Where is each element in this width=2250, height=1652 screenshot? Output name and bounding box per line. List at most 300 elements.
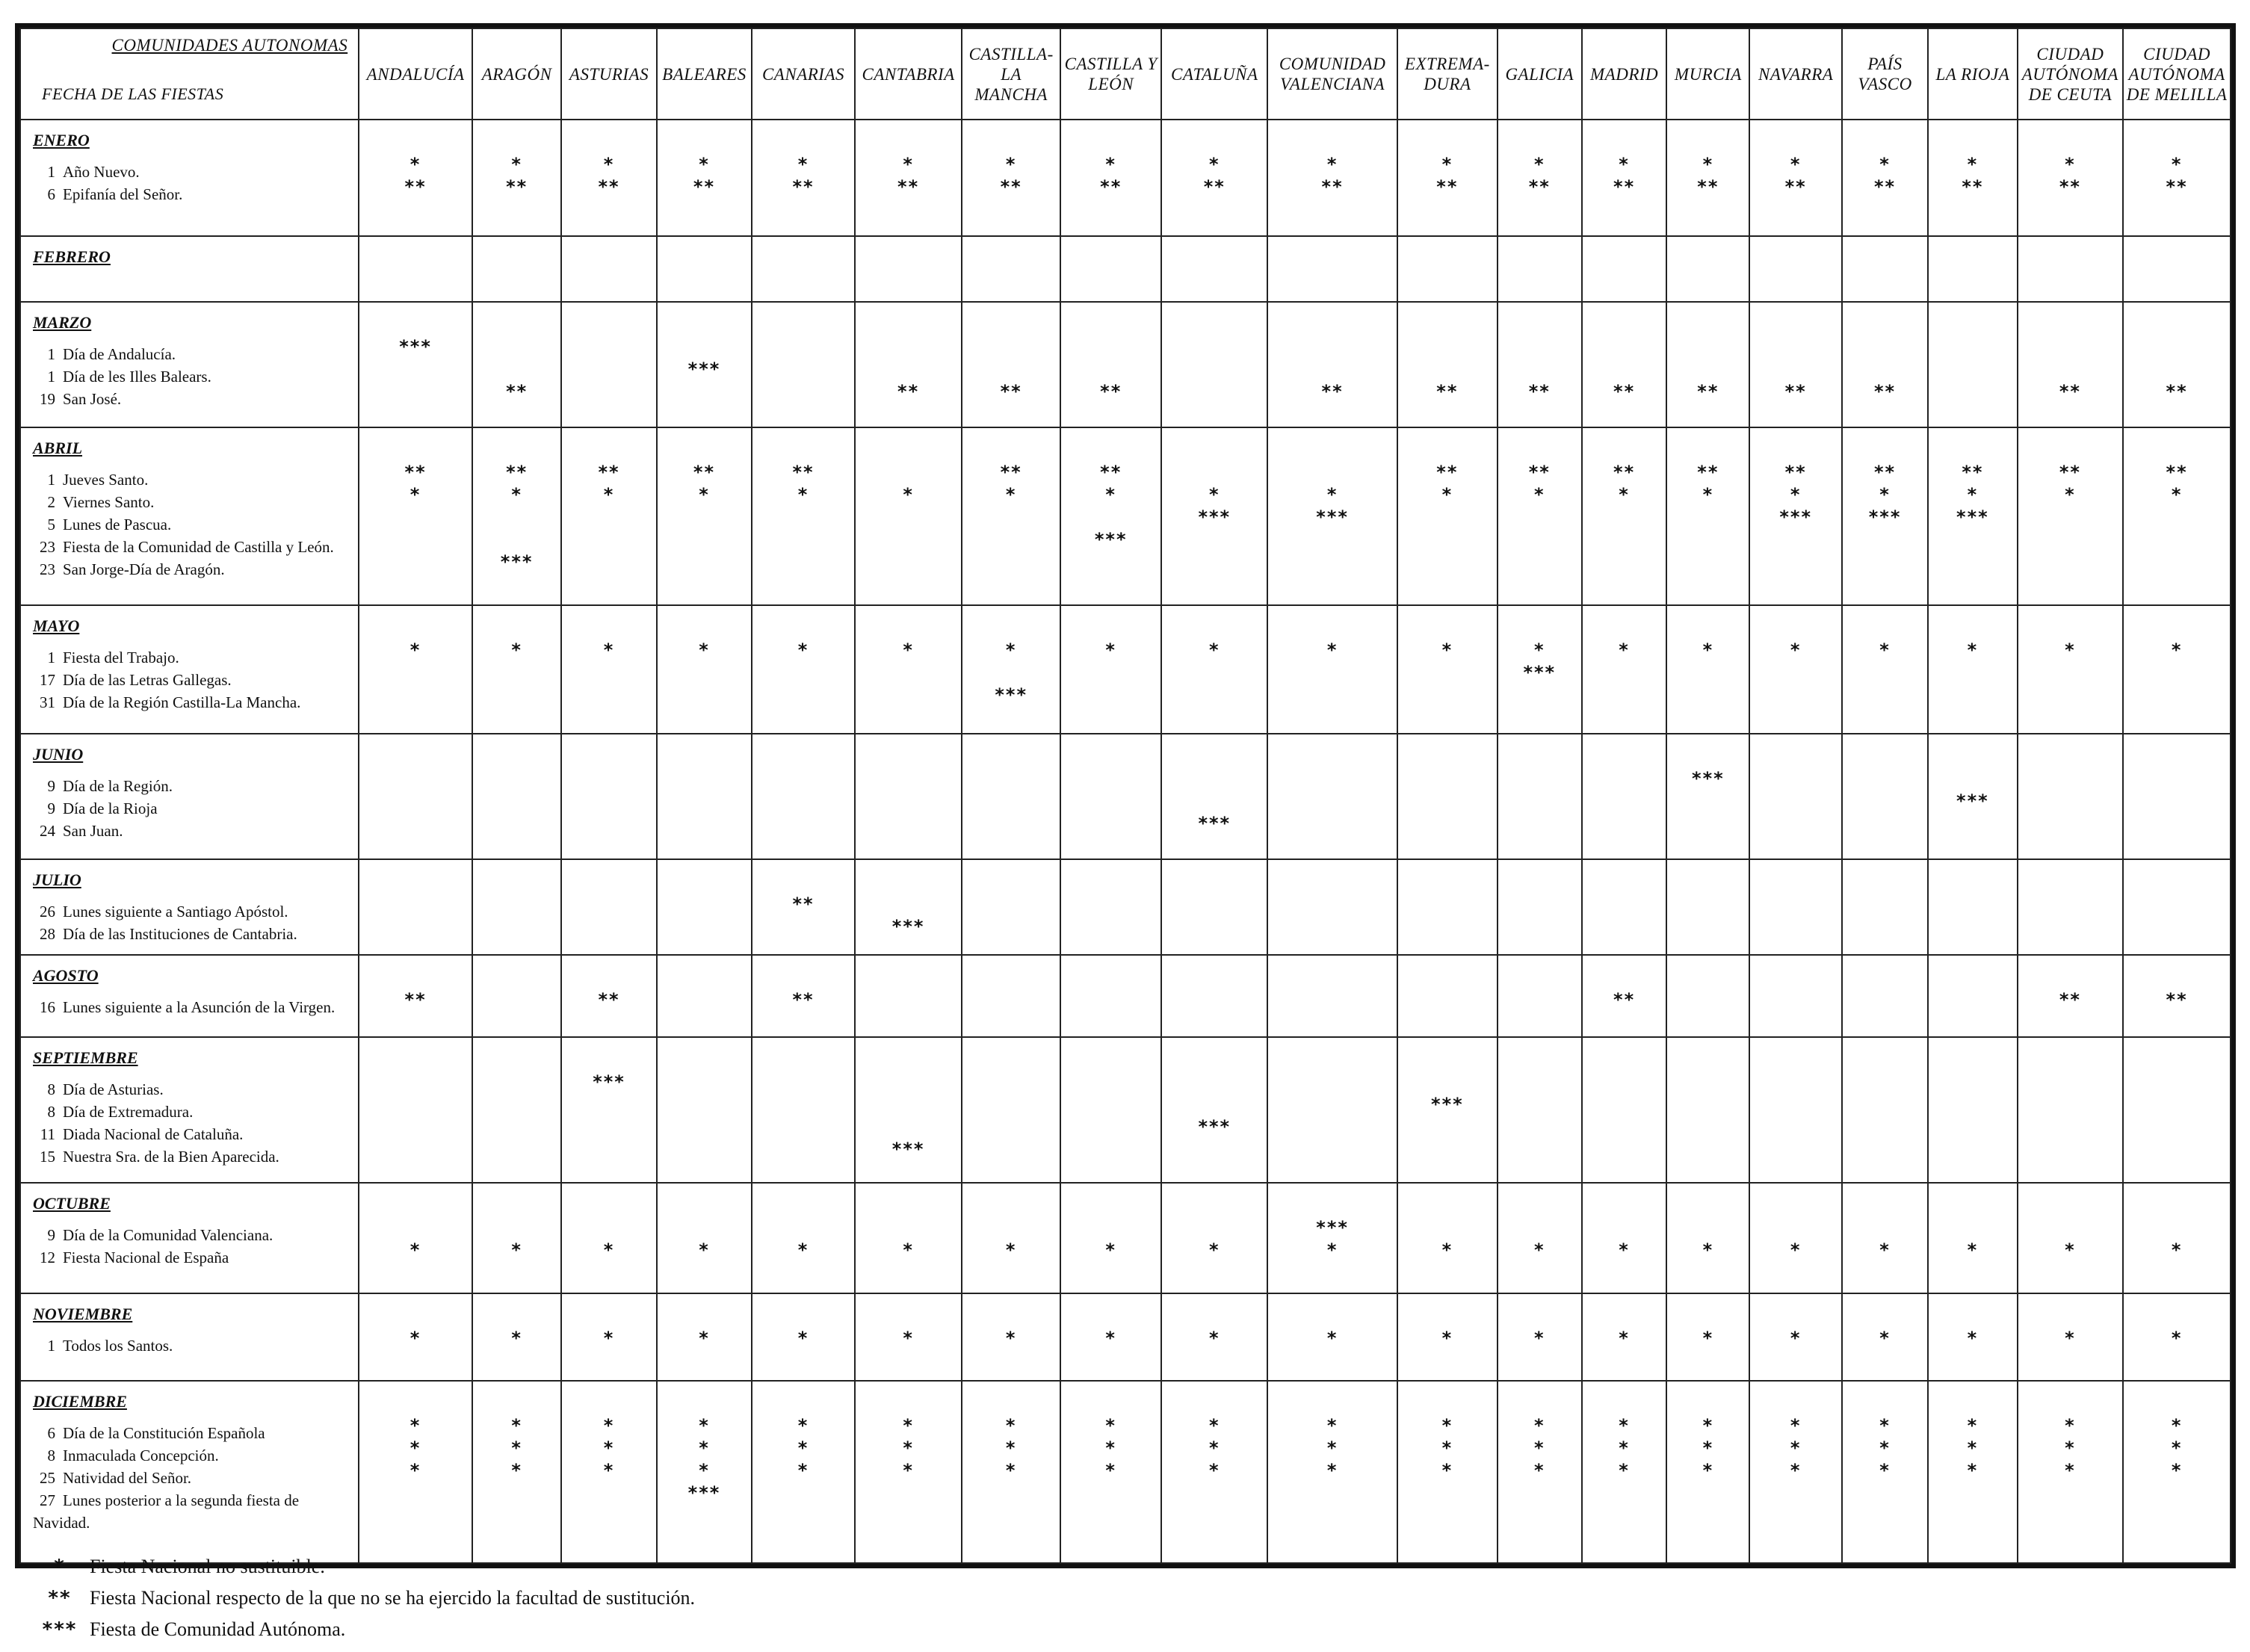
- holiday-mark: [1667, 1092, 1749, 1114]
- holiday-mark: **: [2166, 381, 2188, 402]
- region-cell-cataluna: [1161, 427, 1267, 605]
- holiday-mark: *: [903, 640, 914, 661]
- spacer: [359, 129, 472, 152]
- region-cell-baleares: [657, 734, 752, 859]
- holiday-mark: *: [1209, 154, 1220, 175]
- holiday-mark: ***: [1094, 529, 1128, 550]
- holiday-mark: [752, 766, 854, 788]
- holiday-mark: [1498, 1215, 1581, 1237]
- holiday-day: 16: [40, 998, 55, 1016]
- spacer: [1162, 1047, 1267, 1069]
- region-cell-extremadura: [1397, 1381, 1498, 1563]
- holiday-mark: [856, 1114, 962, 1136]
- holiday-mark: [1162, 334, 1267, 356]
- region-cell-asturias: [561, 859, 656, 955]
- holiday-mark: *: [1533, 1240, 1545, 1260]
- spacer: [473, 615, 560, 637]
- holiday-day: 25: [40, 1469, 55, 1487]
- holiday-mark: [1268, 1480, 1397, 1525]
- holiday-mark: *: [1702, 484, 1714, 505]
- holiday-mark: [1268, 914, 1397, 936]
- holiday-entry: [33, 646, 352, 669]
- region-cell-aragon: [472, 955, 561, 1037]
- region-cell-asturias: [561, 236, 656, 302]
- region-cell-andalucia: [359, 302, 472, 427]
- column-header-cantabria: CANTABRIA: [855, 28, 962, 120]
- holiday-mark: ***: [891, 1139, 925, 1160]
- column-header-asturias: ASTURIAS: [561, 28, 656, 120]
- holiday-mark: *: [1619, 154, 1630, 175]
- holiday-mark: [1667, 891, 1749, 914]
- spacer: [1667, 869, 1749, 891]
- holiday-mark: *: [511, 1328, 522, 1349]
- month-label-cell: [20, 302, 359, 427]
- holiday-mark: [1929, 527, 2016, 549]
- holiday-mark: *: [1702, 1460, 1714, 1481]
- holiday-name: San Jorge-Día de Aragón.: [63, 560, 225, 578]
- spacer: [962, 869, 1060, 891]
- holiday-mark: *: [603, 1328, 615, 1349]
- spacer: [962, 615, 1060, 637]
- holiday-mark: *: [797, 154, 809, 175]
- spacer: [2018, 312, 2123, 334]
- holiday-mark: [1750, 334, 1841, 356]
- spacer: [1162, 869, 1267, 891]
- holiday-mark: *: [511, 1240, 522, 1260]
- spacer: [1268, 869, 1397, 891]
- region-cell-la-rioja: [1928, 734, 2017, 859]
- holiday-mark: **: [693, 462, 716, 483]
- holiday-mark: [2124, 1069, 2230, 1092]
- holiday-mark: *: [1619, 640, 1630, 661]
- holiday-day: 11: [40, 1125, 55, 1143]
- spacer: [1498, 1047, 1581, 1069]
- holiday-mark: [1843, 891, 1927, 914]
- region-cell-cataluna: [1161, 955, 1267, 1037]
- holiday-mark: *: [409, 484, 421, 505]
- spacer: [1929, 1047, 2016, 1069]
- holiday-mark: *: [1326, 640, 1338, 661]
- holiday-mark: [1268, 682, 1397, 705]
- region-cell-baleares: [657, 302, 752, 427]
- region-cell-cataluna: [1161, 859, 1267, 955]
- holiday-entry: [33, 1444, 352, 1467]
- holiday-mark: [1843, 914, 1927, 936]
- holiday-mark: *: [1702, 154, 1714, 175]
- spacer: [1843, 869, 1927, 891]
- region-cell-cantabria: [855, 427, 962, 605]
- holiday-mark: [752, 788, 854, 811]
- spacer: [1162, 129, 1267, 152]
- holiday-mark: [562, 914, 655, 936]
- region-cell-melilla: [2123, 1037, 2231, 1183]
- region-cell-madrid: [1582, 734, 1666, 859]
- region-cell-cataluna: [1161, 1037, 1267, 1183]
- holiday-name: Día de las Letras Gallegas.: [63, 671, 232, 689]
- spacer: [359, 1390, 472, 1413]
- holiday-mark: [1843, 811, 1927, 833]
- holiday-mark: [1162, 1215, 1267, 1237]
- holiday-mark: *: [1105, 1240, 1116, 1260]
- holiday-mark: [752, 914, 854, 936]
- holiday-entry: [33, 183, 352, 205]
- holiday-mark: [1498, 504, 1581, 527]
- holiday-mark: [1843, 1136, 1927, 1159]
- holiday-entry: [33, 820, 352, 842]
- holiday-mark: [359, 1092, 472, 1114]
- region-cell-la-rioja: [1928, 1381, 2017, 1563]
- holiday-mark: **: [1000, 176, 1022, 197]
- region-cell-aragon: [472, 120, 561, 236]
- holiday-mark: [1667, 660, 1749, 682]
- spacer: [1061, 312, 1161, 334]
- region-cell-canarias: [752, 955, 855, 1037]
- spacer: [1583, 437, 1666, 460]
- spacer: [2124, 743, 2230, 766]
- holiday-mark: [2018, 788, 2123, 811]
- holiday-mark: [658, 766, 751, 788]
- spacer: [1498, 1192, 1581, 1215]
- holiday-mark: [1583, 549, 1666, 572]
- spacer: [2018, 437, 2123, 460]
- holiday-entry: [33, 1334, 352, 1357]
- region-cell-castilla-y-leon: [1060, 302, 1162, 427]
- holiday-mark: [1398, 1215, 1497, 1237]
- holiday-mark: **: [1613, 381, 1636, 402]
- region-cell-aragon: [472, 734, 561, 859]
- region-cell-cataluna: [1161, 120, 1267, 236]
- holiday-day: 1: [47, 368, 55, 386]
- spacer: [2124, 869, 2230, 891]
- holiday-mark: *: [1005, 154, 1017, 175]
- holiday-mark: [1583, 356, 1666, 379]
- holiday-mark: [1583, 788, 1666, 811]
- region-cell-la-rioja: [1928, 955, 2017, 1037]
- holiday-mark: [1061, 1114, 1161, 1136]
- region-cell-la-rioja: [1928, 859, 2017, 955]
- region-cell-melilla: [2123, 605, 2231, 734]
- holiday-mark: *: [1790, 1328, 1802, 1349]
- holiday-mark: **: [2166, 989, 2188, 1010]
- holiday-mark: [658, 1215, 751, 1237]
- holiday-mark: [1162, 1069, 1267, 1092]
- holiday-name: Todos los Santos.: [63, 1337, 173, 1355]
- region-cell-cataluna: [1161, 1381, 1267, 1563]
- region-cell-castilla-y-leon: [1060, 1037, 1162, 1183]
- holiday-mark: [2018, 334, 2123, 356]
- region-cell-navarra: [1749, 605, 1841, 734]
- spacer: [962, 965, 1060, 987]
- holiday-mark: ***: [1956, 507, 1989, 528]
- holiday-mark: [1061, 1092, 1161, 1114]
- spacer: [1268, 1390, 1397, 1413]
- holiday-mark: **: [1436, 176, 1459, 197]
- holiday-mark: [1750, 1092, 1841, 1114]
- holiday-mark: [1268, 766, 1397, 788]
- column-header-comunidad-valenciana: COMUNIDAD VALENCIANA: [1267, 28, 1397, 120]
- holiday-mark: [359, 1114, 472, 1136]
- column-header-madrid: MADRID: [1582, 28, 1666, 120]
- holiday-mark: *: [1441, 1438, 1453, 1458]
- holiday-entry: [33, 491, 352, 513]
- holiday-mark: *: [1967, 1415, 1979, 1436]
- holiday-mark: [752, 527, 854, 549]
- holiday-mark: [752, 1092, 854, 1114]
- holiday-mark: *: [2065, 484, 2076, 505]
- region-cell-melilla: [2123, 302, 2231, 427]
- holiday-mark: [1929, 1069, 2016, 1092]
- legend-mark: **: [48, 1587, 72, 1609]
- holiday-mark: [1162, 460, 1267, 482]
- holiday-mark: **: [598, 176, 620, 197]
- holiday-mark: [1398, 356, 1497, 379]
- column-header-extremadura: EXTREMA-DURA: [1397, 28, 1498, 120]
- spacer: [1268, 312, 1397, 334]
- region-cell-extremadura: [1397, 605, 1498, 734]
- region-cell-canarias: [752, 236, 855, 302]
- region-cell-castilla-y-leon: [1060, 1293, 1162, 1381]
- holiday-mark: [1268, 460, 1397, 482]
- holiday-name: Día de la Región.: [63, 777, 173, 795]
- region-cell-castilla-la-mancha: [962, 1381, 1060, 1563]
- legend-mark: ***: [42, 1618, 78, 1641]
- region-cell-navarra: [1749, 734, 1841, 859]
- region-cell-navarra: [1749, 859, 1841, 955]
- holiday-mark: ***: [500, 551, 534, 572]
- holiday-mark: ***: [1198, 507, 1231, 528]
- holiday-entry: [33, 691, 352, 714]
- region-cell-cantabria: [855, 302, 962, 427]
- region-cell-canarias: [752, 1293, 855, 1381]
- holiday-mark: [2124, 788, 2230, 811]
- region-cell-cataluna: [1161, 1293, 1267, 1381]
- holiday-mark: *: [1209, 1415, 1220, 1436]
- region-cell-aragon: [472, 236, 561, 302]
- region-cell-aragon: [472, 427, 561, 605]
- holiday-mark: [856, 788, 962, 811]
- spacer: [1268, 1303, 1397, 1325]
- spacer: [1061, 1047, 1161, 1069]
- holiday-mark: *: [511, 1438, 522, 1458]
- spacer: [1583, 869, 1666, 891]
- spacer: [562, 615, 655, 637]
- region-cell-ceuta: [2018, 605, 2124, 734]
- holiday-mark: **: [1100, 381, 1122, 402]
- region-cell-galicia: [1498, 1183, 1582, 1293]
- spacer: [1268, 743, 1397, 766]
- region-cell-extremadura: [1397, 427, 1498, 605]
- holiday-mark: [1398, 1480, 1497, 1525]
- spacer: [1843, 1390, 1927, 1413]
- region-cell-pais-vasco: [1842, 605, 1928, 734]
- holiday-mark: [1843, 1480, 1927, 1525]
- spacer: [473, 743, 560, 766]
- holiday-mark: **: [404, 462, 427, 483]
- holiday-mark: **: [1784, 176, 1807, 197]
- holiday-mark: [1583, 334, 1666, 356]
- holiday-mark: [1843, 1114, 1927, 1136]
- holiday-mark: *: [1619, 1240, 1630, 1260]
- holiday-mark: **: [792, 989, 815, 1010]
- spacer: [562, 965, 655, 987]
- region-cell-galicia: [1498, 1293, 1582, 1381]
- region-cell-castilla-y-leon: [1060, 605, 1162, 734]
- holiday-mark: *: [409, 1328, 421, 1349]
- holiday-mark: [962, 1092, 1060, 1114]
- region-cell-la-rioja: [1928, 1037, 2017, 1183]
- spacer: [473, 869, 560, 891]
- holiday-mark: [473, 356, 560, 379]
- holiday-entry: [33, 1467, 352, 1489]
- region-cell-ceuta: [2018, 734, 2124, 859]
- spacer: [1583, 965, 1666, 987]
- holiday-mark: *: [1790, 1415, 1802, 1436]
- holiday-mark: *: [1967, 1240, 1979, 1260]
- region-cell-aragon: [472, 1293, 561, 1381]
- holiday-mark: *: [1105, 640, 1116, 661]
- holiday-mark: [2018, 660, 2123, 682]
- regions-axis-label: COMUNIDADES AUTONOMAS: [111, 36, 348, 55]
- holiday-mark: [1667, 356, 1749, 379]
- holiday-mark: *: [1967, 1328, 1979, 1349]
- region-cell-pais-vasco: [1842, 1293, 1928, 1381]
- holiday-entry: [33, 1145, 352, 1168]
- month-label-cell: [20, 1183, 359, 1293]
- holiday-mark: [1061, 504, 1161, 527]
- region-cell-extremadura: [1397, 1037, 1498, 1183]
- holiday-mark: [658, 660, 751, 682]
- spacer: [1750, 129, 1841, 152]
- holiday-mark: [1929, 1215, 2016, 1237]
- spacer: [2124, 129, 2230, 152]
- holiday-mark: [1398, 766, 1497, 788]
- holiday-mark: *: [2065, 154, 2076, 175]
- region-cell-castilla-la-mancha: [962, 1037, 1060, 1183]
- holiday-mark: [562, 549, 655, 572]
- holiday-mark: *: [903, 1328, 914, 1349]
- spacer: [1750, 312, 1841, 334]
- region-cell-melilla: [2123, 1293, 2231, 1381]
- region-cell-la-rioja: [1928, 236, 2017, 302]
- holiday-mark: *: [1967, 640, 1979, 661]
- holiday-mark: [562, 682, 655, 705]
- holiday-mark: [1498, 891, 1581, 914]
- region-cell-canarias: [752, 120, 855, 236]
- region-cell-galicia: [1498, 734, 1582, 859]
- holiday-name: Fiesta del Trabajo.: [63, 649, 179, 666]
- holiday-name: Epifanía del Señor.: [63, 185, 183, 203]
- region-cell-navarra: [1749, 427, 1841, 605]
- holiday-mark: *: [1005, 484, 1017, 505]
- spacer: [562, 1390, 655, 1413]
- month-name: MAYO: [33, 616, 80, 635]
- spacer: [1929, 743, 2016, 766]
- spacer: [2018, 1390, 2123, 1413]
- holiday-mark: [1061, 811, 1161, 833]
- spacer: [2124, 1192, 2230, 1215]
- holiday-mark: *: [2171, 1415, 2183, 1436]
- holiday-mark: [856, 460, 962, 482]
- holiday-mark: [1268, 891, 1397, 914]
- holiday-mark: [1061, 334, 1161, 356]
- spacer: [962, 312, 1060, 334]
- spacer: [752, 437, 854, 460]
- holiday-name: Lunes de Pascua.: [63, 516, 172, 533]
- holiday-day: 8: [47, 1080, 55, 1098]
- holiday-mark: [1583, 527, 1666, 549]
- region-cell-baleares: [657, 859, 752, 955]
- spacer: [856, 1047, 962, 1069]
- spacer: [1583, 1390, 1666, 1413]
- region-cell-murcia: [1666, 734, 1749, 859]
- region-cell-ceuta: [2018, 236, 2124, 302]
- holiday-mark: [2124, 356, 2230, 379]
- holiday-mark: *: [1790, 1438, 1802, 1458]
- spacer: [658, 312, 751, 334]
- spacer: [1843, 1192, 1927, 1215]
- region-cell-melilla: [2123, 120, 2231, 236]
- holiday-mark: **: [693, 176, 716, 197]
- spacer: [1667, 437, 1749, 460]
- holiday-mark: [856, 549, 962, 572]
- holiday-mark: [658, 788, 751, 811]
- holiday-mark: [562, 788, 655, 811]
- holiday-mark: [1583, 504, 1666, 527]
- spacer: [562, 1047, 655, 1069]
- spacer: [1750, 1303, 1841, 1325]
- holiday-mark: *: [1533, 1438, 1545, 1458]
- month-name: ABRIL: [33, 439, 83, 457]
- holiday-name: Día de les Illes Balears.: [63, 368, 211, 386]
- holiday-mark: *: [1790, 154, 1802, 175]
- holiday-mark: [1750, 1114, 1841, 1136]
- spacer: [1750, 869, 1841, 891]
- holiday-mark: [1162, 379, 1267, 401]
- holiday-mark: [1583, 660, 1666, 682]
- holiday-mark: **: [1321, 176, 1344, 197]
- holiday-mark: [1398, 1114, 1497, 1136]
- region-cell-baleares: [657, 120, 752, 236]
- holiday-name: Día de la Rioja: [63, 799, 158, 817]
- holiday-mark: [856, 1092, 962, 1114]
- header-row: [20, 28, 2231, 120]
- holiday-mark: [856, 1215, 962, 1237]
- holiday-name: Fiesta de la Comunidad de Castilla y León.: [63, 538, 334, 556]
- holiday-mark: [562, 379, 655, 401]
- holiday-mark: [359, 788, 472, 811]
- holiday-mark: [752, 682, 854, 705]
- holiday-mark: [1843, 788, 1927, 811]
- holiday-mark: [1498, 1092, 1581, 1114]
- spacer: [562, 129, 655, 152]
- holiday-mark: [962, 788, 1060, 811]
- column-header-galicia: GALICIA: [1498, 28, 1582, 120]
- holiday-mark: *: [1619, 1415, 1630, 1436]
- holiday-mark: *: [699, 484, 710, 505]
- holiday-mark: [752, 811, 854, 833]
- month-row-diciembre: [20, 1381, 2231, 1563]
- holiday-mark: *: [1005, 640, 1017, 661]
- holiday-mark: *: [1533, 640, 1545, 661]
- holiday-mark: **: [1528, 176, 1551, 197]
- holiday-mark: [1667, 504, 1749, 527]
- spacer: [1498, 615, 1581, 637]
- holiday-mark: [473, 527, 560, 549]
- holiday-mark: [962, 660, 1060, 682]
- region-cell-canarias: [752, 302, 855, 427]
- holiday-mark: [752, 334, 854, 356]
- region-cell-murcia: [1666, 1183, 1749, 1293]
